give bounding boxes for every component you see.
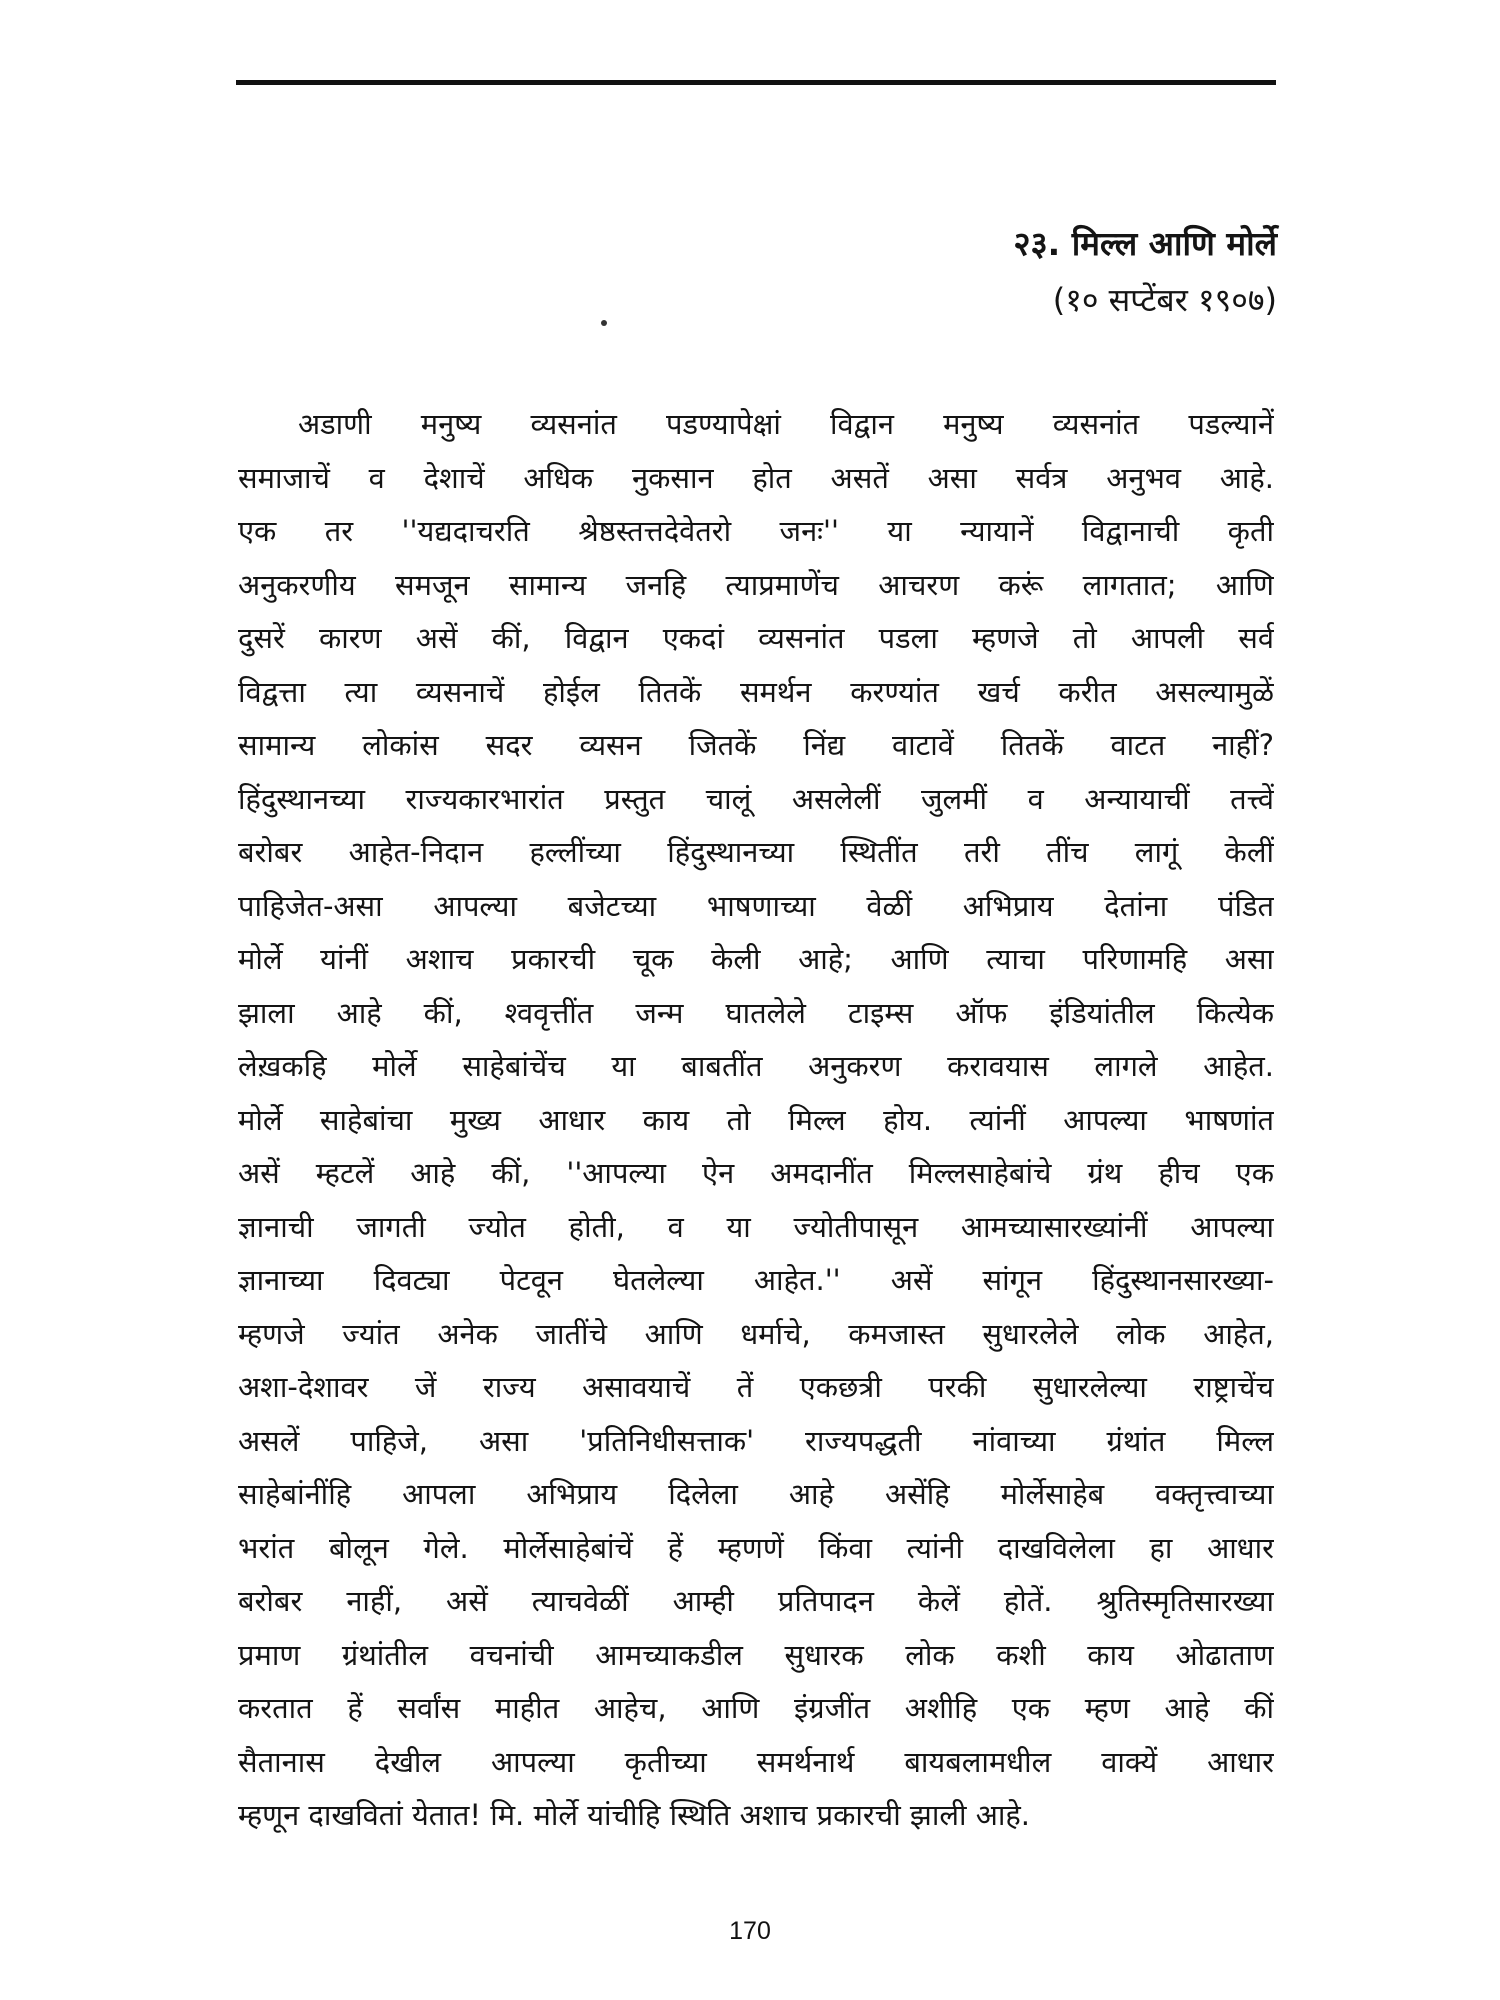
- body-line: ज्ञानाच्या दिवट्या पेटवून घेतलेल्या आहेत.'' असें सांगून हिंदुस्थानसारख्या-: [238, 1263, 1274, 1297]
- body-line: बरोबर नाहीं, असें त्याचवेळीं आम्ही प्रतिपादन केलें होतें. श्रुतिस्मृतिसारख्या: [238, 1584, 1274, 1618]
- body-line: सैतानास देखील आपल्या कृतीच्या समर्थनार्थ बायबलामधील वाक्यें आधार: [238, 1744, 1274, 1779]
- chapter-heading: [1013, 216, 1277, 328]
- page-number: 170: [729, 1917, 771, 1945]
- body-line: म्हणून दाखवितां येतात! मि. मोर्ले यांचीहि स्थिति अशाच प्रकारची झाली आहे.: [238, 1798, 1031, 1832]
- body-line: प्रमाण ग्रंथांतील वचनांची आमच्याकडील सुधारक लोक कशी काय ओढाताण: [238, 1637, 1274, 1672]
- body-line: समाजाचें व देशाचें अधिक नुकसान होत असतें असा सर्वत्र अनुभव आहे.: [238, 460, 1274, 495]
- body-line: झाला आहे कीं, श्ववृत्तींत जन्म घातलेले टाइम्स ऑफ इंडियांतील कित्येक: [238, 995, 1274, 1030]
- body-line: लेख़कहि मोर्ले साहेबांचेंच या बाबतींत अनुकरण करावयास लागले आहेत.: [238, 1049, 1274, 1083]
- body-line: साहेबांनींहि आपला अभिप्राय दिलेला आहे असेंहि मोर्लेसाहेब वक्तृत्त्वाच्या: [238, 1477, 1274, 1511]
- body-line: असलें पाहिजे, असा 'प्रतिनिधीसत्ताक' राज्यपद्धती नांवाच्या ग्रंथांत मिल्ल: [238, 1423, 1274, 1458]
- body-line: ज्ञानाची जागती ज्योत होती, व या ज्योतीपासून आमच्यासारख्यांनीं आपल्या: [238, 1209, 1274, 1244]
- body-line: एक तर ''यद्यदाचरति श्रेष्ठस्तत्तदेवेतरो जनः'' या न्यायानें विद्वानाची कृती: [238, 514, 1274, 548]
- body-line: करतात हें सर्वांस माहीत आहेच, आणि इंग्रजींत अशीहि एक म्हण आहे कीं: [238, 1691, 1274, 1725]
- body-line: विद्वत्ता त्या व्यसनाचें होईल तितकें समर्थन करण्यांत खर्च करीत असल्यामुळें: [238, 674, 1274, 709]
- body-line: अडाणी मनुष्य व्यसनांत पडण्यापेक्षां विद्वान मनुष्य व्यसनांत पडल्यानें: [298, 407, 1274, 441]
- body-line: सामान्य लोकांस सदर व्यसन जितकें निंद्य वाटावें तितकें वाटत नाहीं?: [238, 728, 1274, 762]
- body-line: पाहिजेत-असा आपल्या बजेटच्या भाषणाच्या वेळीं अभिप्राय देतांना पंडित: [238, 888, 1274, 923]
- print-speck: [601, 320, 607, 326]
- body-line: असें म्हटलें आहे कीं, ''आपल्या ऐन अमदानींत मिल्लसाहेबांचे ग्रंथ हीच एक: [238, 1156, 1274, 1190]
- body-line: दुसरें कारण असें कीं, विद्वान एकदां व्यसनांत पडला म्हणजे तो आपली सर्व: [238, 621, 1274, 655]
- body-line: बरोबर आहेत-निदान हल्लींच्या हिंदुस्थानच्या स्थितींत तरी तींच लागूं केलीं: [238, 835, 1274, 869]
- body-line: म्हणजे ज्यांत अनेक जातींचे आणि धर्माचे, कमजास्त सुधारलेले लोक आहेत,: [238, 1316, 1274, 1351]
- body-line: भरांत बोलून गेले. मोर्लेसाहेबांचें हें म्हणणें किंवा त्यांनी दाखविलेला हा आधार: [238, 1530, 1274, 1565]
- body-line: मोर्ले साहेबांचा मुख्य आधार काय तो मिल्ल होय. त्यांनीं आपल्या भाषणांत: [238, 1102, 1274, 1137]
- body-line: हिंदुस्थानच्या राज्यकारभारांत प्रस्तुत चालूं असलेलीं जुलमीं व अन्यायाचीं तत्त्वें: [238, 781, 1274, 816]
- body-line: अशा-देशावर जें राज्य असावयाचें तें एकछत्री परकी सुधारलेल्या राष्ट्राचेंच: [238, 1370, 1274, 1404]
- header-rule: [236, 80, 1276, 85]
- chapter-title: २३. मिल्ल आणि मोर्ले: [1013, 224, 1277, 263]
- body-paragraph: [238, 398, 1274, 1843]
- chapter-date: (१० सप्टेंबर १९०७): [1052, 281, 1277, 319]
- body-line: अनुकरणीय समजून सामान्य जनहि त्याप्रमाणेंच आचरण करूं लागतात; आणि: [238, 567, 1274, 602]
- body-line: मोर्ले यांनीं अशाच प्रकारची चूक केली आहे; आणि त्याचा परिणामहि असा: [238, 942, 1274, 976]
